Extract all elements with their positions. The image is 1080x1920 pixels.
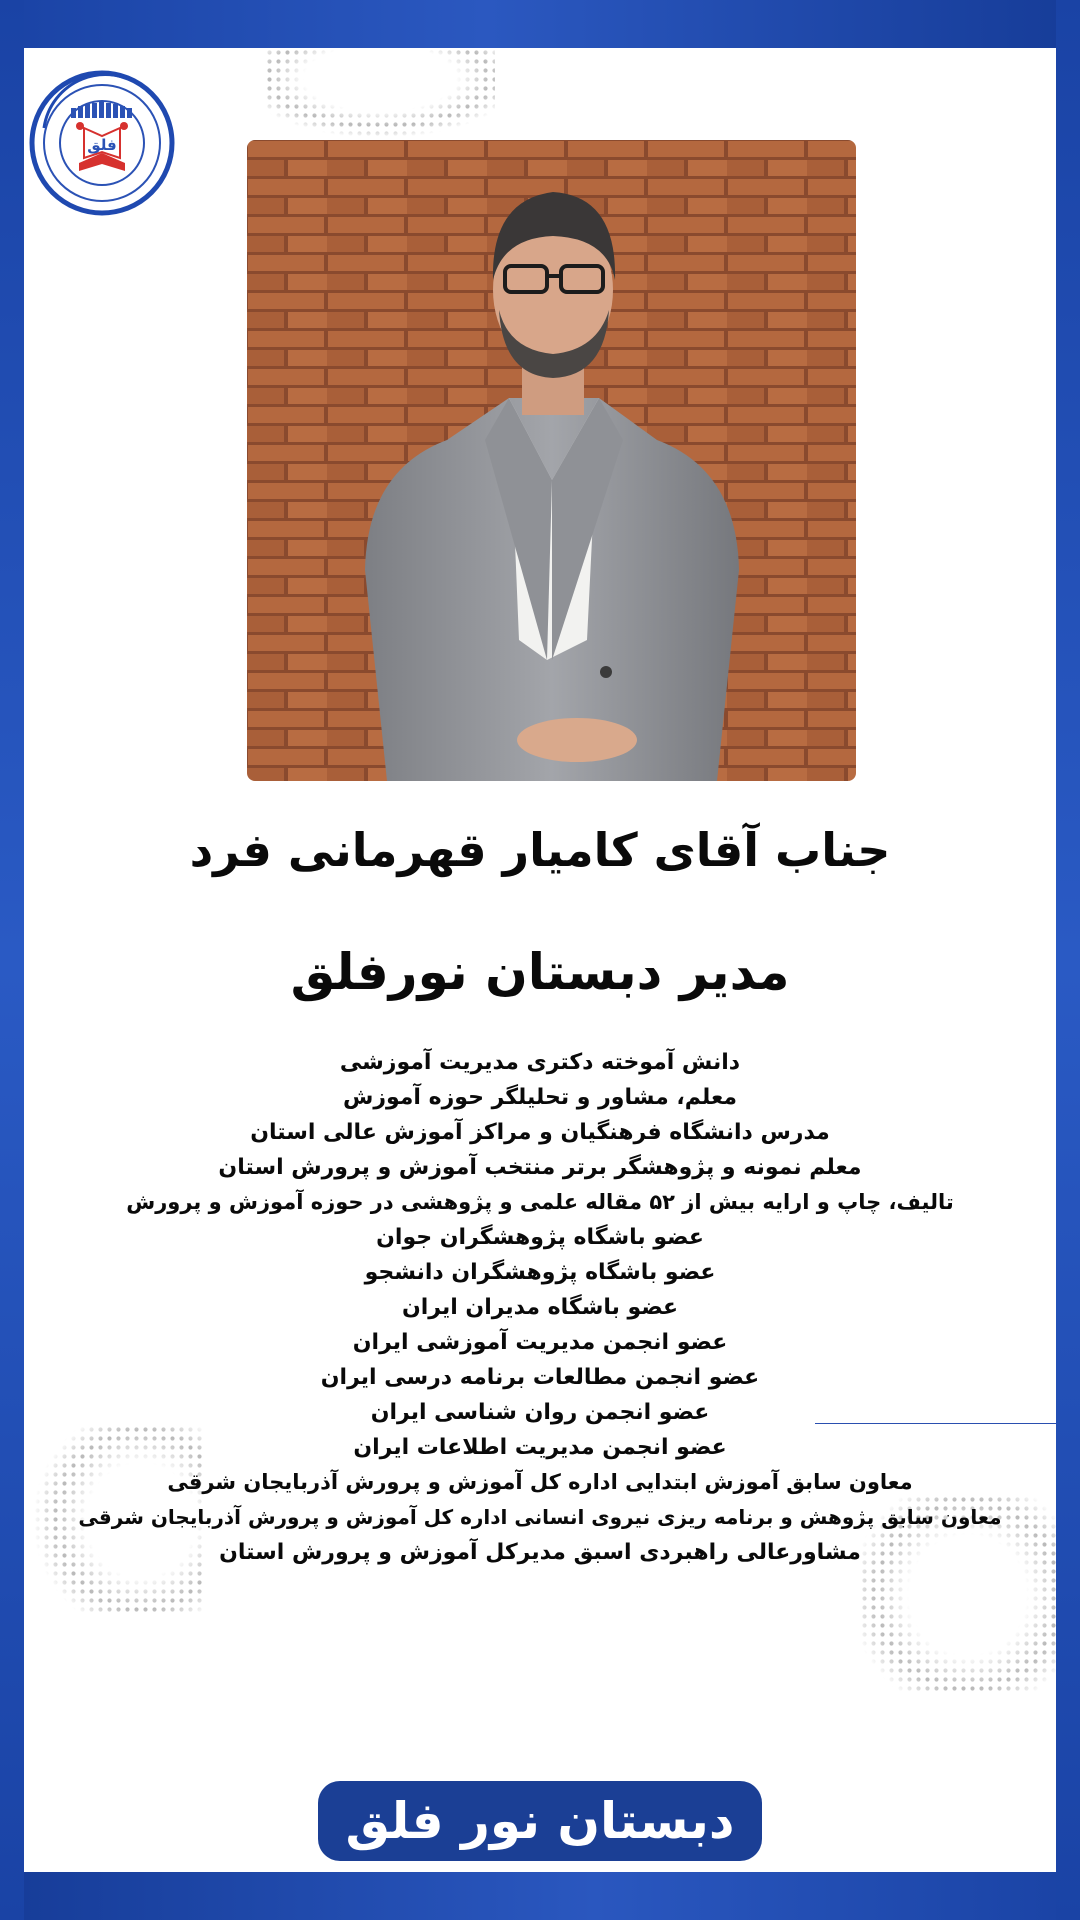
credential-item: عضو انجمن مطالعات برنامه درسی ایران: [320, 1365, 760, 1390]
footer-school-badge: [318, 1781, 762, 1861]
halftone-top-decoration: [265, 48, 495, 148]
frame-right-border: [1056, 0, 1080, 1920]
school-logo: [24, 68, 179, 218]
credential-item: مشاورعالی راهبردی اسبق مدیرکل آموزش و پرورش استان: [219, 1540, 861, 1565]
credential-item: دانش آموخته دکتری مدیریت آموزشی: [339, 1050, 741, 1075]
principal-portrait-photo: [247, 140, 856, 781]
credential-item: عضو انجمن روان شناسی ایران: [370, 1400, 710, 1425]
frame-left-border: [0, 0, 24, 1920]
credential-item: عضو انجمن مدیریت آموزشی ایران: [352, 1330, 728, 1355]
credential-item: عضو باشگاه پژوهشگران دانشجو: [364, 1260, 716, 1285]
svg-text:فلق: فلق: [87, 136, 117, 154]
divider-line: [815, 1423, 1056, 1424]
principal-name: جناب آقای کامیار قهرمانی فرد: [189, 823, 891, 877]
credential-item: معلم، مشاور و تحلیلگر حوزه آموزش: [342, 1085, 738, 1110]
credential-item: تالیف، چاپ و ارایه بیش از ۵۲ مقاله علمی و پژوهشی در حوزه آموزش و پرورش: [126, 1190, 954, 1214]
credential-item: عضو باشگاه مدیران ایران: [401, 1295, 679, 1320]
frame-bottom-border: [0, 1872, 1080, 1920]
credential-item: معاون سابق آموزش ابتدایی اداره کل آموزش و پرورش آذربایجان شرقی: [167, 1470, 913, 1494]
credential-item: عضو انجمن مدیریت اطلاعات ایران: [353, 1435, 727, 1460]
credential-item: معلم نمونه و پژوهشگر برتر منتخب آموزش و پرورش استان: [218, 1155, 862, 1180]
credential-item: مدرس دانشگاه فرهنگیان و مراکز آموزش عالی استان: [250, 1120, 830, 1145]
footer-school-name: دبستان نور فلق: [345, 1792, 735, 1850]
credential-item: معاون سابق پژوهش و برنامه ریزی نیروی انسانی اداره کل آموزش و پرورش آذربایجان شرقی: [78, 1505, 1002, 1529]
credential-item: عضو باشگاه پژوهشگران جوان: [376, 1225, 704, 1250]
frame-top-border: [0, 0, 1080, 48]
credentials-list: [28, 1045, 1052, 1570]
principal-position: مدیر دبستان نورفلق: [290, 943, 790, 1001]
